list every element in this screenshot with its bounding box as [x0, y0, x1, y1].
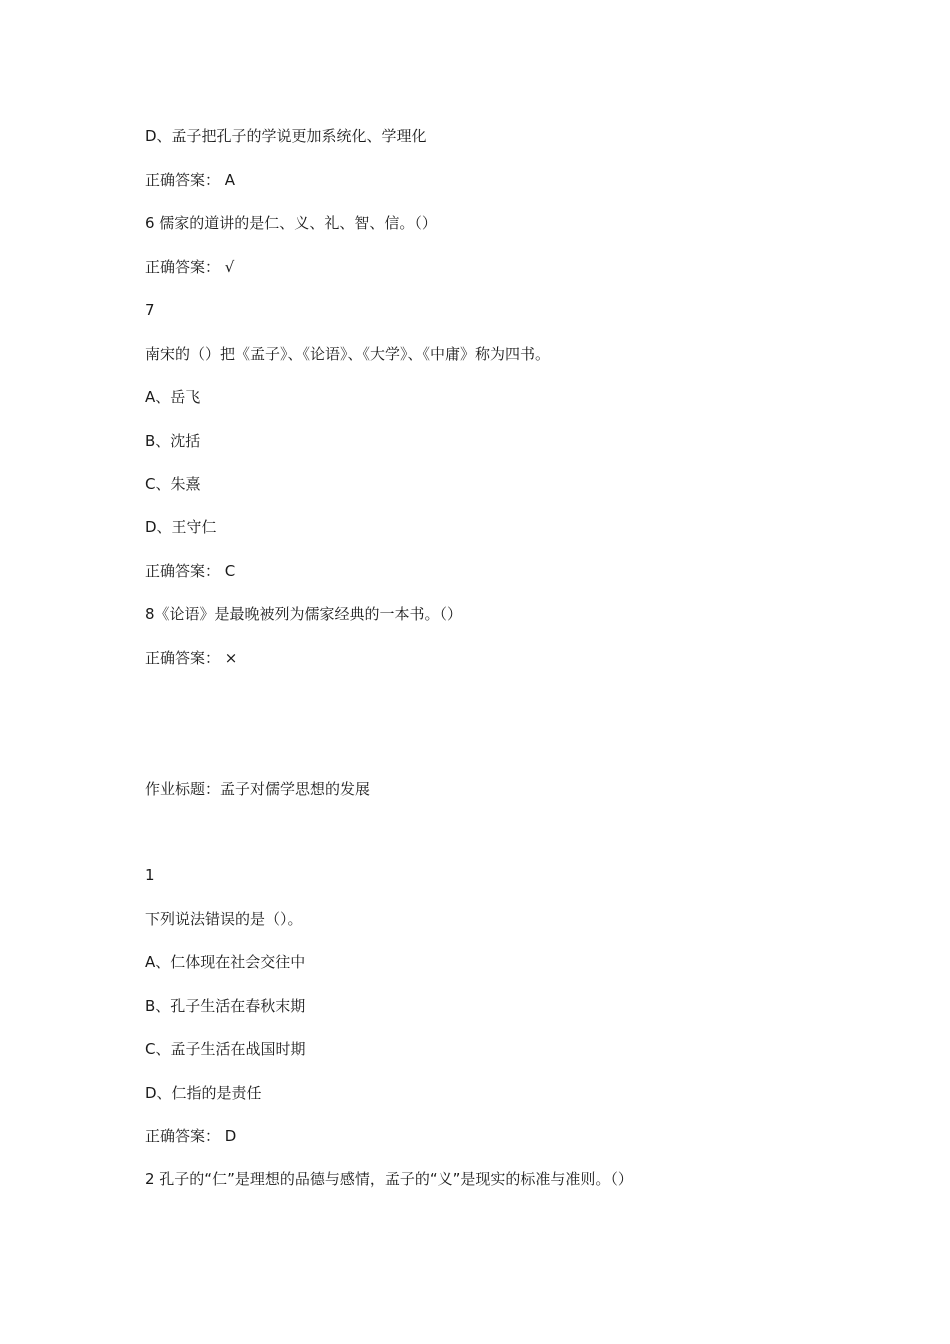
- option-c-text: C、孟子生活在战国时期: [145, 1040, 306, 1058]
- question-8-text: 8《论语》是最晚被列为儒家经典的一本书。（）: [145, 605, 463, 623]
- answer-line: 正确答案： ×: [145, 649, 238, 667]
- option-b-text: B、孔子生活在春秋末期: [145, 997, 306, 1015]
- answer-line: 正确答案： √: [145, 258, 235, 276]
- option-d-text: D、仁指的是责任: [145, 1084, 262, 1102]
- option-d-text: D、孟子把孔子的学说更加系统化、学理化: [145, 127, 427, 145]
- option-a-text: A、岳飞: [145, 388, 201, 406]
- question-7-number: 7: [145, 301, 155, 319]
- option-b-text: B、沈括: [145, 432, 201, 450]
- option-a-text: A、仁体现在社会交往中: [145, 953, 306, 971]
- question-1-text: 下列说法错误的是（）。: [145, 910, 303, 928]
- assignment-title: 作业标题：孟子对儒学思想的发展: [145, 780, 371, 798]
- question-2-text: 2 孔子的“仁”是理想的品德与感情，孟子的“义”是现实的标准与准则。（）: [145, 1170, 633, 1188]
- answer-line: 正确答案： D: [145, 1127, 237, 1145]
- answer-line: 正确答案： C: [145, 562, 236, 580]
- option-d-text: D、王守仁: [145, 518, 217, 536]
- option-c-text: C、朱熹: [145, 475, 201, 493]
- question-7-text: 南宋的（）把《孟子》、《论语》、《大学》、《中庸》称为四书。: [145, 345, 551, 363]
- question-1-number: 1: [145, 866, 155, 884]
- question-6-text: 6 儒家的道讲的是仁、义、礼、智、信。（）: [145, 214, 437, 232]
- answer-line: 正确答案： A: [145, 171, 236, 189]
